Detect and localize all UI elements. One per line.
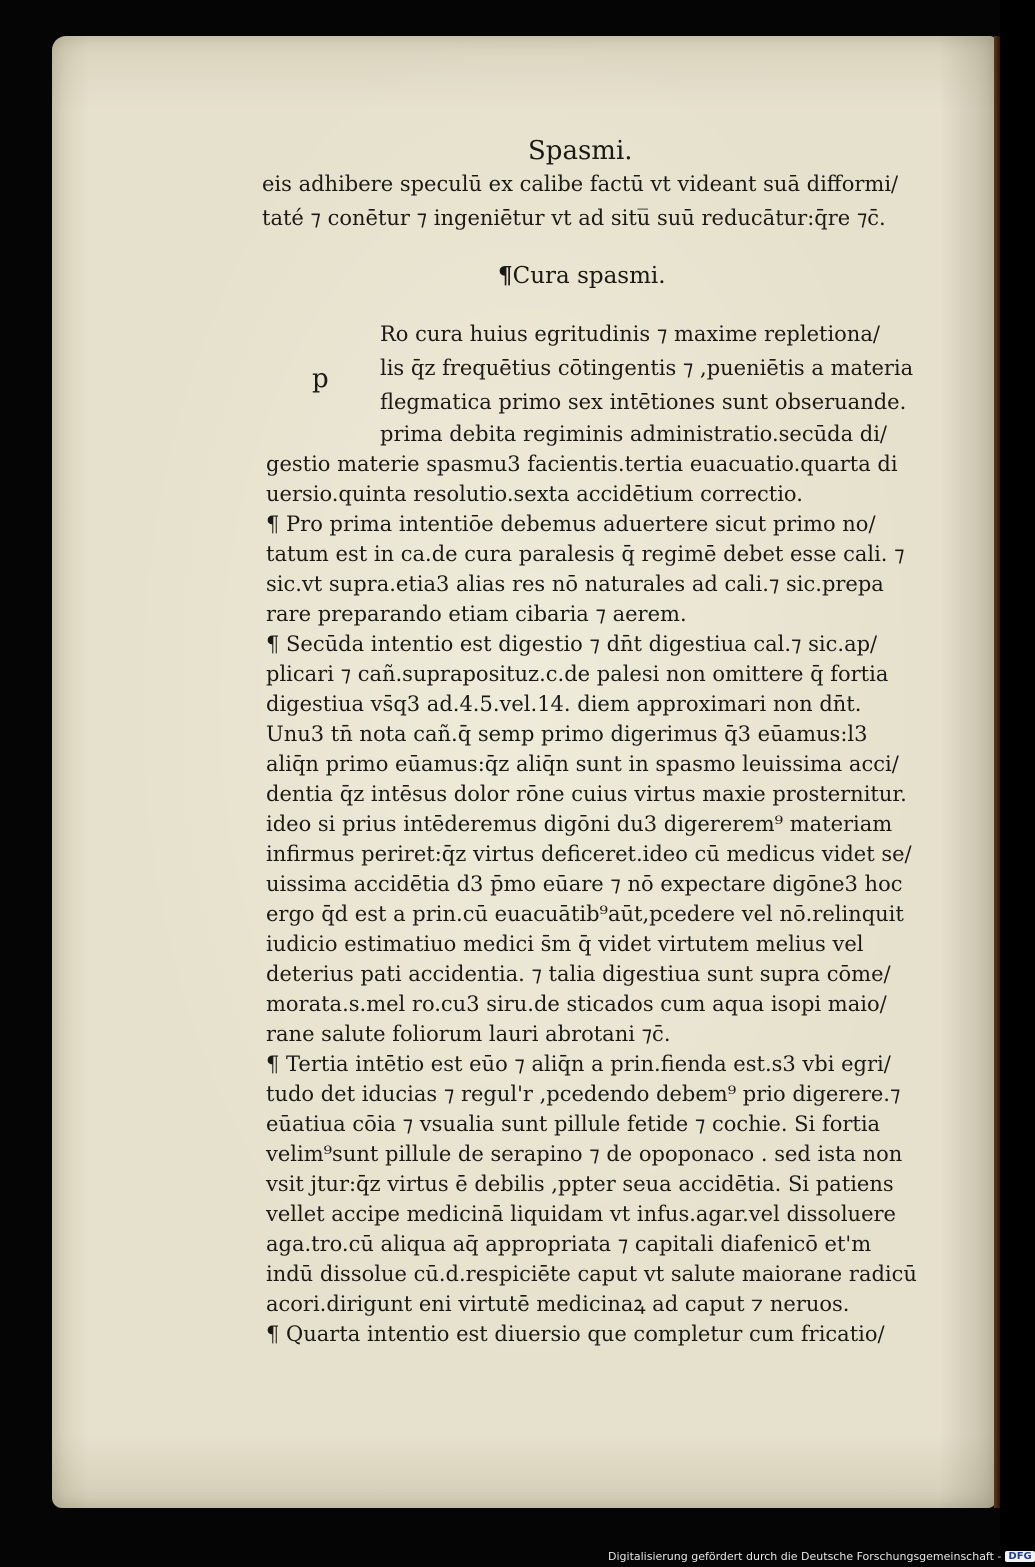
- footer-credit: [608, 1550, 1035, 1563]
- text-line: sic.vt supra.etia3 alias res nō naturales ad cali.⁊ sic.prepa: [266, 572, 884, 596]
- text-line: Unu3 tn̄ nota cañ.q̄ semp primo digerimus q̄3 eūamus:l3: [266, 722, 868, 746]
- page-edge: [994, 36, 1000, 1508]
- text-line: prima debita regiminis administratio.secūda di/: [380, 422, 887, 446]
- text-line: tatum est in ca.de cura paralesis q̄ regimē debet esse cali. ⁊: [266, 542, 905, 566]
- section-heading: ¶Cura spasmi.: [498, 262, 666, 289]
- footer-credit-text: Digitalisierung gefördert durch die Deutsche Forschungsgemeinschaft -: [608, 1550, 1002, 1563]
- text-line: ideo si prius intēderemus digōni du3 digererem⁹ materiam: [266, 812, 893, 836]
- text-line: taté ⁊ conētur ⁊ ingeniētur vt ad situ̅ suū reducātur:q̄re ⁊c̄.: [262, 206, 886, 230]
- text-line: morata.s.mel ro.cu3 siru.de sticados cum aqua isopi maio/: [266, 992, 887, 1016]
- text-line: velim⁹sunt pillule de serapino ⁊ de opoponaco . sed ista non: [266, 1142, 903, 1166]
- text-line: aga.tro.cū aliqua aq̄ appropriata ⁊ capitali diafenicō et'm: [266, 1232, 872, 1256]
- text-line: vsit jtur:q̄z virtus ē debilis ,ppter seua accidētia. Si patiens: [266, 1172, 894, 1196]
- text-line: rane salute foliorum lauri abrotani ⁊c̄.: [266, 1022, 671, 1046]
- text-line: deterius pati accidentia. ⁊ talia digestiua sunt supra cōme/: [266, 962, 891, 986]
- text-line: flegmatica primo sex intētiones sunt obseruande.: [380, 390, 907, 414]
- text-line: eis adhibere speculū ex calibe factū vt videant suā difformi/: [262, 172, 899, 196]
- text-line: Ro cura huius egritudinis ⁊ maxime repletiona/: [380, 322, 880, 346]
- text-line: indū dissolue cū.d.respiciēte caput vt salute maiorane radicū: [266, 1262, 917, 1286]
- text-line: digestiua vs̄q3 ad.4.5.vel.14. diem approximari non dn̄t.: [266, 692, 862, 716]
- text-line: iudicio estimatiuo medici s̄m q̄ videt virtutem melius vel: [266, 932, 864, 956]
- text-line: eūatiua cōia ⁊ vsualia sunt pillule fetide ⁊ cochie. Si fortia: [266, 1112, 881, 1136]
- text-line: dentia q̄z intēsus dolor rōne cuius virtus maxie prosternitur.: [266, 782, 907, 806]
- text-line: ¶ Tertia intētio est eūo ⁊ aliq̄n a prin.fienda est.s3 vbi egri/: [266, 1052, 891, 1076]
- text-line: acori.dirigunt eni virtutē medicinaꝝ ad caput ⁊ neruos.: [266, 1292, 850, 1316]
- text-line: infirmus periret:q̄z virtus deficeret.ideo cū medicus videt se/: [266, 842, 912, 866]
- text-line: rare preparando etiam cibaria ⁊ aerem.: [266, 602, 687, 626]
- text-line: ¶ Pro prima intentiōe debemus aduertere sicut primo no/: [266, 512, 876, 536]
- text-line: ¶ Secūda intentio est digestio ⁊ dn̄t digestiua cal.⁊ sic.ap/: [266, 632, 878, 656]
- running-head: Spasmi.: [528, 136, 633, 166]
- dfg-logo: DFG: [1005, 1551, 1034, 1562]
- text-line: aliq̄n primo eūamus:q̄z aliq̄n sunt in spasmo leuissima acci/: [266, 752, 899, 776]
- section-heading-text: Cura spasmi.: [512, 263, 666, 289]
- text-line: lis q̄z frequētius cōtingentis ⁊ ,pueniētis a materia: [380, 356, 914, 380]
- text-line: plicari ⁊ cañ.supraposituz.c.de palesi non omittere q̄ fortia: [266, 662, 889, 686]
- initial-letter: p: [312, 364, 329, 394]
- text-line: tudo det iducias ⁊ regul'r ,pcedendo debem⁹ prio digerere.⁊: [266, 1082, 901, 1106]
- text-line: uersio.quinta resolutio.sexta accidētium correctio.: [266, 482, 803, 506]
- text-line: vellet accipe medicinā liquidam vt infus.agar.vel dissoluere: [266, 1202, 896, 1226]
- text-line: gestio materie spasmu3 facientis.tertia euacuatio.quarta di: [266, 452, 898, 476]
- text-line: ergo q̄d est a prin.cū euacuātib⁹aūt,pcedere vel nō.relinquit: [266, 902, 904, 926]
- text-line: ¶ Quarta intentio est diuersio que completur cum fricatio/: [266, 1322, 885, 1346]
- text-line: uissima accidētia d3 p̄mo eūare ⁊ nō expectare digōne3 hoc: [266, 872, 903, 896]
